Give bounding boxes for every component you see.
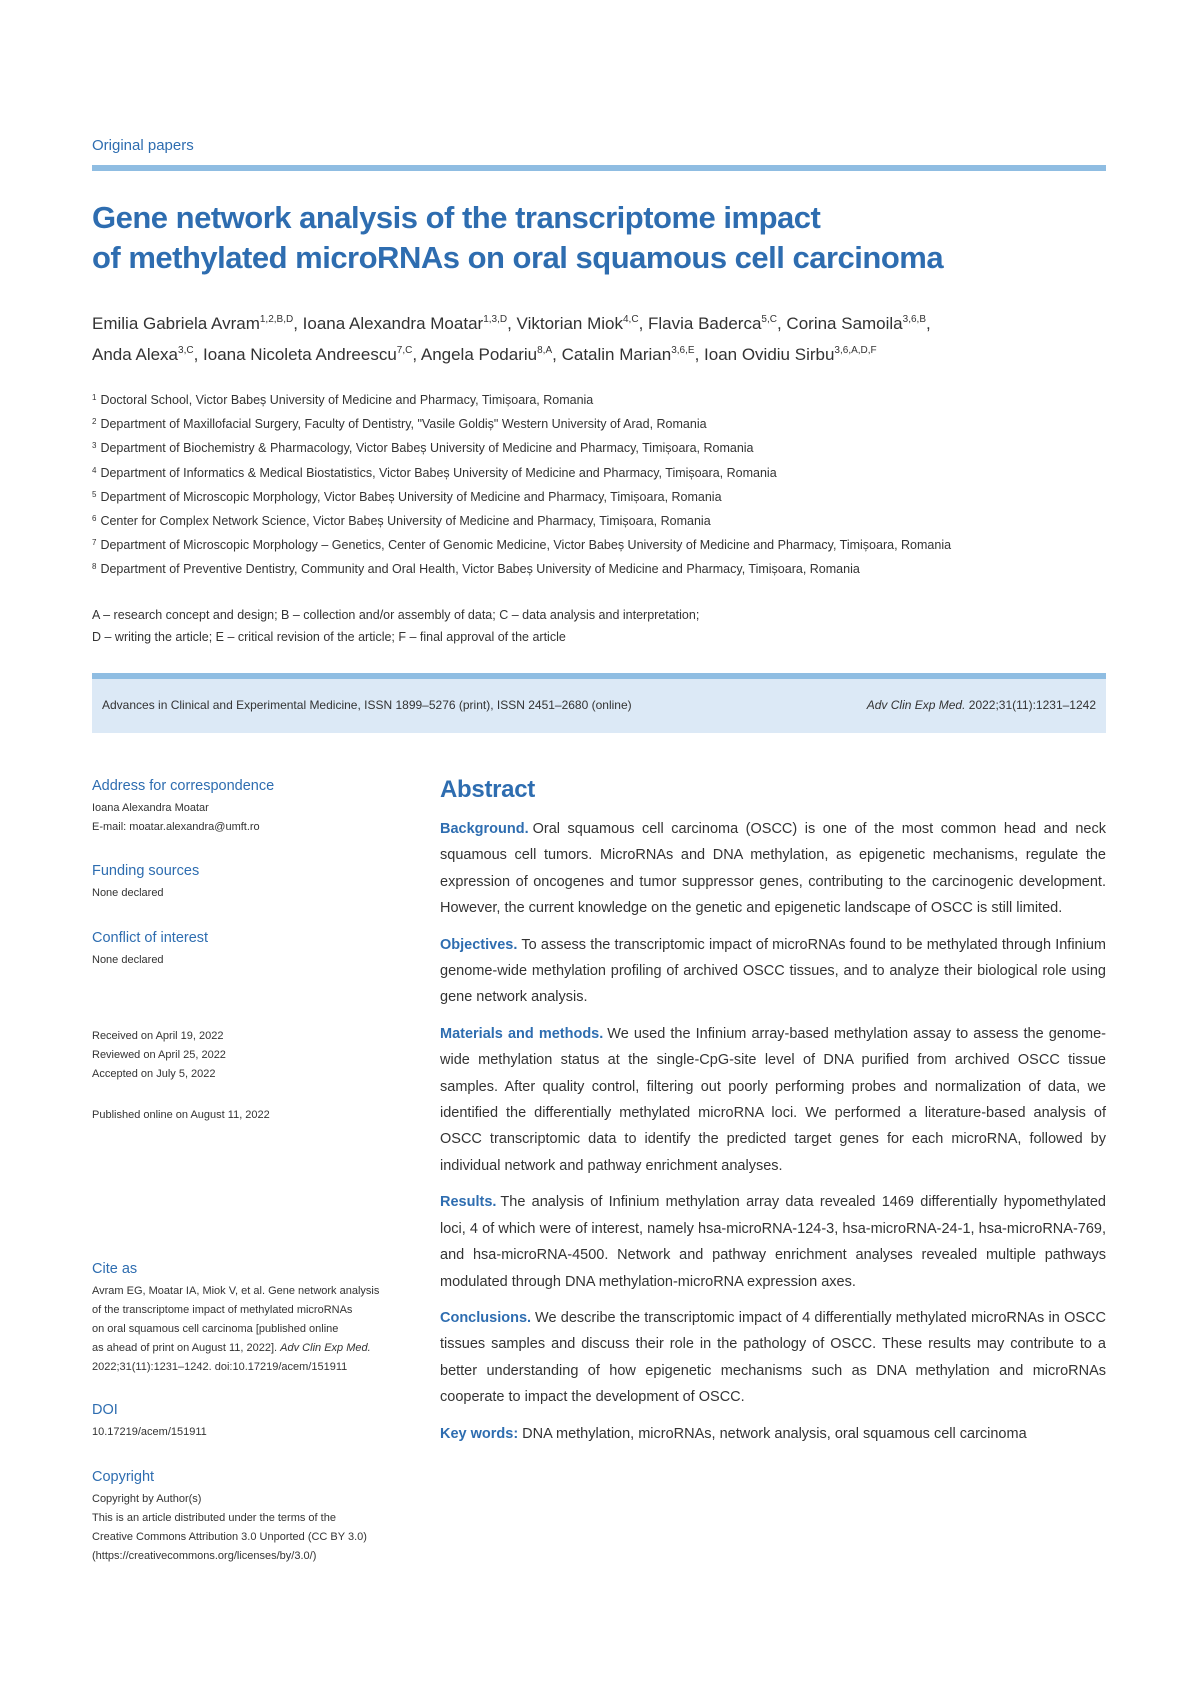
- abstract-keywords: [440, 1421, 1106, 1447]
- objectives-text: To assess the transcriptomic impact of microRNAs found to be methylated through Infinium genome-wide methylation profiling of archived OSCC tissues, and to analyze their biological role using gene network analysis.: [440, 936, 1106, 1006]
- affiliation-number: 2: [92, 417, 97, 427]
- author: [517, 314, 648, 333]
- conflict-text: None declared: [92, 954, 164, 966]
- cite-line-4: [92, 1339, 379, 1358]
- affiliation-number: 1: [92, 393, 97, 402]
- methods-label: Materials and methods.: [440, 1025, 604, 1042]
- author-separator: ,: [776, 314, 787, 333]
- abstract-section: [440, 776, 1106, 1457]
- objectives-label: Objectives.: [440, 936, 518, 953]
- author-affiliation-marks: 8,A: [537, 345, 553, 356]
- author: [648, 314, 786, 333]
- affiliation-number: 3: [92, 441, 97, 451]
- published-date: Published online on August 11, 2022: [92, 1109, 270, 1121]
- author: [704, 345, 877, 364]
- author-affiliation-marks: 3,6,E: [671, 345, 695, 356]
- copyright-line-3: Creative Commons Attribution 3.0 Unported (CC BY 3.0): [92, 1531, 367, 1543]
- affiliation-text: Department of Biochemistry & Pharmacology, Victor Babeș University of Medicine and Pharmacy, Timișoara, Romania: [100, 441, 754, 456]
- copyright-heading: Copyright: [92, 1469, 155, 1485]
- affiliation-number: 8: [92, 562, 97, 572]
- doi-heading: DOI: [92, 1402, 118, 1418]
- author-separator: ,: [193, 345, 204, 364]
- correspondence-name: Ioana Alexandra Moatar: [92, 802, 209, 814]
- top-rule: [92, 165, 1106, 171]
- keywords-text: DNA methylation, microRNAs, network analysis, oral squamous cell carcinoma: [522, 1425, 1027, 1442]
- author-name: Emilia Gabriela Avram: [92, 314, 260, 333]
- author-name: Ioana Alexandra Moatar: [302, 314, 484, 333]
- affiliation-item: [92, 557, 1106, 581]
- abstract-conclusions: [440, 1305, 1106, 1411]
- contribution-line-1: A – research concept and design; B – collection and/or assembly of data; C – data analysis and interpretation;: [92, 608, 700, 622]
- cite-text: [92, 1282, 379, 1377]
- background-label: Background.: [440, 821, 529, 837]
- author-separator: ,: [926, 314, 931, 333]
- abstract-heading: Abstract: [440, 776, 535, 803]
- author-affiliation-marks: 7,C: [396, 345, 413, 356]
- author-separator: ,: [293, 314, 303, 333]
- author: [421, 345, 562, 364]
- affiliation-item: [92, 461, 1106, 485]
- review-dates: [92, 1027, 226, 1084]
- abstract-results: [440, 1189, 1106, 1295]
- cite-line-1: Avram EG, Moatar IA, Miok V, et al. Gene network analysis: [92, 1285, 380, 1297]
- affiliation-item: [92, 533, 1106, 557]
- affiliation-item: [92, 485, 1106, 509]
- affiliation-item: [92, 412, 1106, 436]
- author-separator: ,: [694, 345, 705, 364]
- author-affiliation-marks: 4,C: [623, 314, 639, 325]
- results-text: The analysis of Infinium methylation array data revealed 1469 differentially hypomethylated loci, 4 of which were of interest, namely hsa-microRNA-124-3, hsa-microRNA-24-1, hsa-microRNA-769, and hsa-microRNA-4500. Network and pathway enrichment analyses revealed multiple pathways modulated through DNA methylation-microRNA expression axes.: [440, 1194, 1106, 1290]
- affiliation-list: [92, 388, 1106, 582]
- affiliation-text: Department of Microscopic Morphology – Genetics, Center of Genomic Medicine, Victor Babeș University of Medicine and Pharmacy, Timișoara, Romania: [100, 538, 952, 553]
- journal-info-bar: [92, 673, 1106, 733]
- abstract-objectives: [440, 932, 1106, 1011]
- journal-citation: [867, 698, 1096, 712]
- methods-text: We used the Infinium array-based methylation assay to assess the genome-wide methylation status at the single-CpG-site level of DNA purified from archived OSCC tissue samples. After quality control, filtering out poorly performing probes and normalization of data, we identified the differentially methylated microRNA loci. We performed a literature-based analysis of OSCC transcriptomic data to identify the predicted target genes for each microRNA, followed by individual network and pathway enrichment analyses.: [440, 1025, 1106, 1174]
- correspondence-email[interactable]: E-mail: moatar.alexandra@umft.ro: [92, 821, 260, 833]
- conclusions-text: We describe the transcriptomic impact of 4 differentially methylated microRNAs in OSCC tissues samples and discuss their role in the pathology of OSCC. These results may contribute to a better understanding of how epigenetic mechanisms such as DNA methylation and microRNAs cooperate to impact the development of OSCC.: [440, 1309, 1106, 1406]
- author-affiliation-marks: 1,2,B,D: [259, 314, 294, 325]
- correspondence-block: [92, 799, 260, 837]
- author: [786, 314, 930, 333]
- title-line-2: of methylated microRNAs on oral squamous cell carcinoma: [92, 240, 944, 275]
- author-name: Angela Podariu: [420, 345, 538, 364]
- author-name: Flavia Baderca: [648, 314, 762, 333]
- article-title: [92, 198, 1106, 278]
- author: [203, 345, 421, 364]
- section-label: Original papers: [92, 137, 194, 154]
- journal-issn: Advances in Clinical and Experimental Medicine, ISSN 1899–5276 (print), ISSN 2451–2680 (online): [102, 698, 632, 712]
- author-name: Corina Samoila: [786, 314, 903, 333]
- journal-ref: 2022;31(11):1231–1242: [965, 698, 1096, 712]
- cite-heading: Cite as: [92, 1261, 138, 1277]
- cite-journal: Adv Clin Exp Med.: [280, 1342, 371, 1354]
- cite-line-2: of the transcriptome impact of methylated microRNAs: [92, 1304, 353, 1316]
- author-name: Ioana Nicoleta Andreescu: [203, 345, 397, 364]
- contribution-legend: [92, 604, 1106, 648]
- author-separator: ,: [507, 314, 517, 333]
- correspondence-heading: Address for correspondence: [92, 778, 275, 794]
- cite-line-3: on oral squamous cell carcinoma [published online: [92, 1323, 339, 1335]
- affiliation-item: [92, 436, 1106, 460]
- author-list: [92, 308, 1106, 370]
- affiliation-item: [92, 388, 1106, 412]
- contribution-line-2: D – writing the article; E – critical revision of the article; F – final approval of the article: [92, 630, 566, 644]
- affiliation-number: 6: [92, 514, 97, 524]
- author-affiliation-marks: 1,3,D: [483, 314, 508, 325]
- title-line-1: Gene network analysis of the transcriptome impact: [92, 200, 821, 235]
- author-name: Catalin Marian: [561, 345, 672, 364]
- author-name: Ioan Ovidiu Sirbu: [704, 345, 835, 364]
- conflict-heading: Conflict of interest: [92, 930, 209, 946]
- abstract-methods: [440, 1021, 1106, 1179]
- journal-abbrev: Adv Clin Exp Med.: [866, 698, 966, 712]
- results-label: Results.: [440, 1194, 497, 1211]
- author-separator: ,: [412, 345, 421, 364]
- author-affiliation-marks: 5,C: [761, 314, 777, 325]
- author-name: Viktorian Miok: [516, 314, 623, 333]
- copyright-text: [92, 1490, 367, 1566]
- received-date: Received on April 19, 2022: [92, 1030, 224, 1042]
- cite-line-5: 2022;31(11):1231–1242. doi:10.17219/acem/151911: [92, 1361, 348, 1373]
- author: [303, 314, 517, 333]
- background-text: Oral squamous cell carcinoma (OSCC) is one of the most common head and neck squamous cell tumors. MicroRNAs and DNA methylation, as epigenetic mechanisms, regulate the expression of oncogenes and tumor suppressor genes, contributing to the carcinogenic development. However, the current knowledge on the genetic and epigenetic landscape of OSCC is still limited.: [440, 821, 1106, 917]
- copyright-line-1: Copyright by Author(s): [92, 1493, 202, 1505]
- author: [92, 345, 203, 364]
- author: [92, 314, 303, 333]
- keywords-label: Key words:: [440, 1425, 519, 1442]
- author-separator: ,: [552, 345, 562, 364]
- author-name: Anda Alexa: [92, 345, 179, 364]
- funding-text: None declared: [92, 887, 164, 899]
- author: [562, 345, 704, 364]
- cite-line-4a: as ahead of print on August 11, 2022].: [92, 1342, 278, 1354]
- author-affiliation-marks: 3,6,B: [902, 314, 927, 325]
- affiliation-text: Department of Informatics & Medical Biostatistics, Victor Babeș University of Medicine and Pharmacy, Timișoara, Romania: [100, 465, 777, 480]
- affiliation-text: Department of Microscopic Morphology, Victor Babeș University of Medicine and Pharmacy, Timișoara, Romania: [100, 489, 722, 504]
- author-separator: ,: [638, 314, 649, 333]
- affiliation-item: [92, 509, 1106, 533]
- affiliation-text: Department of Maxillofacial Surgery, Faculty of Dentistry, "Vasile Goldiș" Western University of Arad, Romania: [100, 417, 707, 432]
- author-affiliation-marks: 3,C: [178, 345, 194, 356]
- affiliation-text: Department of Preventive Dentistry, Community and Oral Health, Victor Babeș University of Medicine and Pharmacy, Timișoara, Romania: [100, 562, 860, 577]
- affiliation-number: 7: [92, 538, 97, 548]
- author-affiliation-marks: 3,6,A,D,F: [834, 345, 877, 356]
- affiliation-number: 5: [92, 489, 97, 499]
- affiliation-text: Doctoral School, Victor Babeș University of Medicine and Pharmacy, Timișoara, Romania: [100, 393, 594, 407]
- reviewed-date: Reviewed on April 25, 2022: [92, 1049, 226, 1061]
- doi-text[interactable]: 10.17219/acem/151911: [92, 1426, 207, 1438]
- affiliation-number: 4: [92, 465, 97, 475]
- conclusions-label: Conclusions.: [440, 1309, 532, 1326]
- funding-heading: Funding sources: [92, 863, 200, 879]
- abstract-background: [440, 816, 1106, 922]
- copyright-line-2: This is an article distributed under the terms of the: [92, 1512, 336, 1524]
- copyright-line-4[interactable]: (https://creativecommons.org/licenses/by/3.0/): [92, 1550, 317, 1562]
- affiliation-text: Center for Complex Network Science, Victor Babeș University of Medicine and Pharmacy, Timișoara, Romania: [100, 514, 711, 529]
- accepted-date: Accepted on July 5, 2022: [92, 1068, 216, 1080]
